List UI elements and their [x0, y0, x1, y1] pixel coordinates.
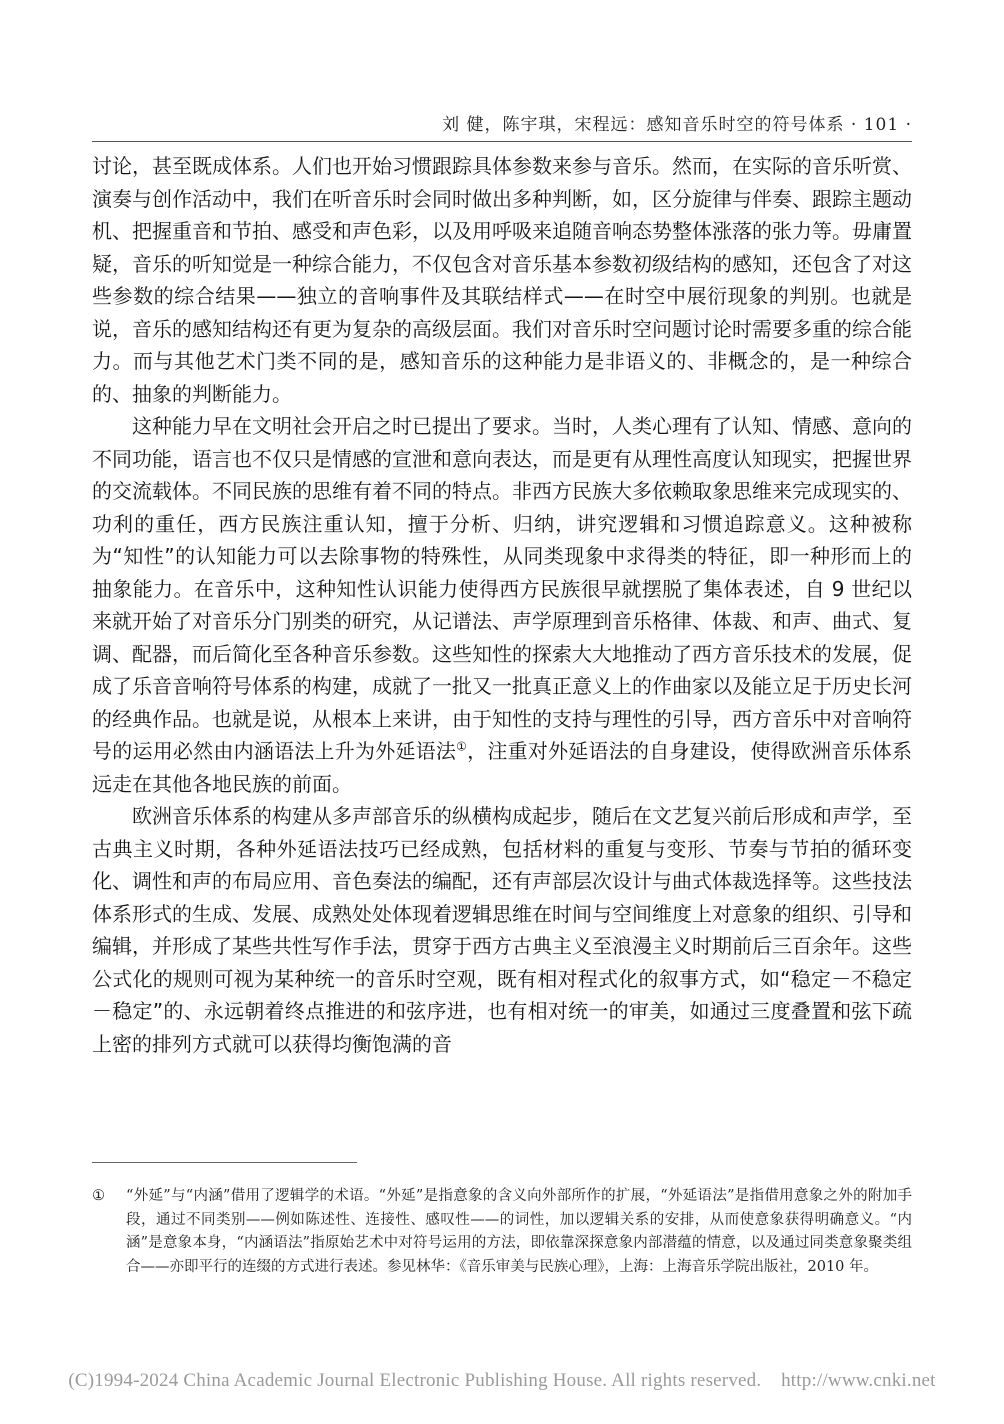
footnote-text: “外延”与“内涵”借用了逻辑学的术语。“外延”是指意象的含义向外部所作的扩展，“外延语法”是指借用意象之外的附加手段，通过不同类别——例如陈述性、连接性、感叹性——的词性，加以逻辑关系的安排，从而使意象获得明确意义。“内涵”是意象本身，“内涵语法”指原始艺术中对符号运用的方法，即依靠深探意象内部潜蕴的情意，以及通过同类意象聚类组合——亦即平行的连缀的方式进行表述。参见林华：《音乐审美与民族心理》，上海：上海音乐学院出版社，2010 年。 — [126, 1188, 912, 1275]
header-rule — [92, 141, 912, 142]
paragraph-3: 欧洲音乐体系的构建从多声部音乐的纵横构成起步，随后在文艺复兴前后形成和声学，至古典主义时期，各种外延语法技巧已经成熟，包括材料的重复与变形、节奏与节拍的循环变化、调性和声的布局应用、音色奏法的编配，还有声部层次设计与曲式体裁选择等。这些技法体系形式的生成、发展、成熟处处体现着逻辑思维在时间与空间维度上对意象的组织、引导和编辑，并形成了某些共性写作手法，贯穿于西方古典主义至浪漫主义时期前后三百余年。这些公式化的规则可视为某种统一的音乐时空观，既有相对程式化的叙事方式，如“稳定－不稳定－稳定”的、永远朝着终点推进的和弦序进，也有相对统一的审美，如通过三度叠置和弦下疏上密的排列方式就可以获得均衡饱满的音 — [92, 804, 912, 1056]
footnote — [92, 1185, 912, 1279]
body-text — [92, 150, 912, 1060]
paragraph-1: 讨论，甚至既成体系。人们也开始习惯跟踪具体参数来参与音乐。然而，在实际的音乐听赏、演奏与创作活动中，我们在听音乐时会同时做出多种判断，如，区分旋律与伴奏、跟踪主题动机、把握重音和节拍、感受和声色彩，以及用呼吸来追随音响态势整体涨落的张力等。毋庸置疑，音乐的听知觉是一种综合能力，不仅包含对音乐基本参数初级结构的感知，还包含了对这些参数的综合结果——独立的音响事件及其联结样式——在时空中展衍现象的判别。也就是说，音乐的感知结构还有更为复杂的高级层面。我们对音乐时空问题讨论时需要多重的综合能力。而与其他艺术门类不同的是，感知音乐的这种能力是非语义的、非概念的，是一种综合的、抽象的判断能力。 — [92, 154, 912, 406]
footnote-rule — [92, 1162, 357, 1163]
footnote-reference[interactable]: ① — [456, 739, 468, 754]
copyright-watermark: (C)1994-2024 China Academic Journal Electronic Publishing House. All rights reserved. http://www.cnki.net — [68, 1370, 936, 1391]
running-head: 刘 健，陈宇琪，宋程远：感知音乐时空的符号体系 · 101 · — [442, 115, 912, 135]
paragraph-2 — [92, 410, 912, 800]
paragraph-2-text: 这种能力早在文明社会开启之时已提出了要求。当时，人类心理有了认知、情感、意向的不同功能，语言也不仅只是情感的宣泄和意向表达，而是更有从理性高度认知现实，把握世界的交流载体。不同民族的思维有着不同的特点。非西方民族大多依赖取象思维来完成现实的、功利的重任，西方民族注重认知，擅于分析、归纳，讲究逻辑和习惯追踪意义。这种被称为“知性”的认知能力可以去除事物的特殊性，从同类现象中求得类的特征，即一种形而上的抽象能力。在音乐中，这种知性认识能力使得西方民族很早就摆脱了集体表述，自 9 世纪以来就开始了对音乐分门别类的研究，从记谱法、声学原理到音乐格律、体裁、和声、曲式、复调、配器，而后简化至各种音乐参数。这些知性的探索大大地推动了西方音乐技术的发展，促成了乐音音响符号体系的构建，成就了一批又一批真正意义上的作曲家以及能立足于历史长河的经典作品。也就是说，从根本上来讲，由于知性的支持与理性的引导，西方音乐中对音响符号的运用必然由内涵语法上升为外延语法 — [92, 414, 912, 763]
footnote-mark: ① — [92, 1188, 105, 1204]
paragraph-2-continuation: ，注重对外延语法的自身建设，使得欧洲音乐体系远走在其他各地民族的前面。 — [92, 739, 913, 796]
